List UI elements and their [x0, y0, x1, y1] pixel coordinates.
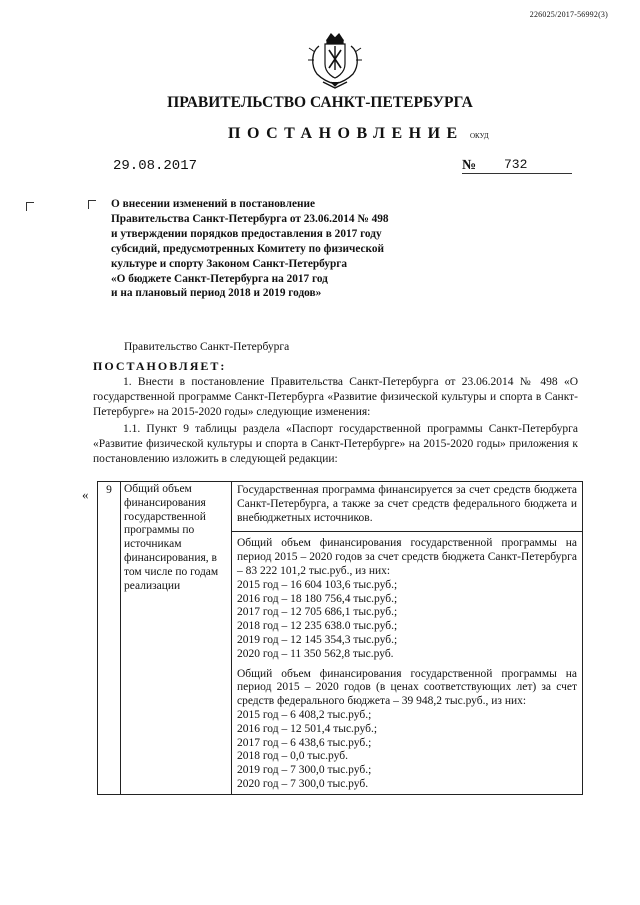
- spb-year-line: 2019 год – 12 145 354,3 тыс.руб.;: [237, 633, 398, 646]
- organization-name: ПРАВИТЕЛЬСТВО САНКТ-ПЕТЕРБУРГА: [167, 94, 473, 111]
- federal-year-line: 2016 год – 12 501,4 тыс.руб.;: [237, 722, 378, 735]
- spb-year-line: 2018 год – 12 235 638.0 тыс.руб.;: [237, 620, 398, 633]
- spb-year-line: 2015 год – 16 604 103,6 тыс.руб.;: [237, 578, 398, 591]
- federal-year-line: 2019 год – 7 300,0 тыс.руб.;: [237, 764, 372, 777]
- subject-line: и на плановый период 2018 и 2019 годов»: [111, 287, 322, 300]
- funding-intro: Государственная программа финансируется за счет средств бюджета Санкт-Петербурга, а также за счет средств федерального бюджета и внебюджетных источников.: [232, 482, 582, 532]
- spb-year-line: 2017 год – 12 705 686,1 тыс.руб.;: [237, 606, 398, 619]
- document-number: 226025/2017-56992(3): [529, 10, 608, 19]
- document-date: 29.08.2017: [113, 158, 198, 174]
- decree-heading: ПОСТАНОВЛЯЕТ:: [93, 359, 227, 373]
- subject-line: Правительства Санкт-Петербурга от 23.06.2014 № 498: [111, 212, 389, 225]
- subject-line: «О бюджете Санкт-Петербурга на 2017 год: [111, 272, 328, 285]
- federal-year-line: 2017 год – 6 438,6 тыс.руб.;: [237, 736, 372, 749]
- federal-year-line: 2020 год – 7 300,0 тыс.руб.: [237, 777, 369, 790]
- table-row: [98, 482, 583, 795]
- subject-line: и утверждении порядков предоставления в 2017 году: [111, 227, 382, 240]
- paragraph-1: 1. Внести в постановление Правительства Санкт-Петербурга от 23.06.2014 № 498 «О государственной программе Санкт-Петербурга «Развитие физической культуры и спорта в Санкт-Петербурге» на 2015-2020 годы» следующие изменения:: [93, 376, 578, 419]
- subject-block: [111, 197, 411, 301]
- row-label: Общий объем финансирования государственной программы по источникам финансирования, в том числе по годам реализации: [121, 482, 232, 795]
- opening-quote: «: [82, 487, 89, 502]
- row-number: 9: [98, 482, 121, 795]
- corner-mark-left: [26, 202, 34, 211]
- passport-table: [97, 481, 583, 795]
- federal-year-line: 2015 год – 6 408,2 тыс.руб.;: [237, 708, 372, 721]
- spb-year-line: 2020 год – 11 350 562,8 тыс.руб.: [237, 647, 394, 660]
- subject-line: культуре и спорту Законом Санкт-Петербурга: [111, 257, 348, 270]
- number-sign: №: [462, 158, 477, 173]
- federal-year-line: 2018 год – 0,0 тыс.руб.: [237, 750, 348, 763]
- subject-line: субсидий, предусмотренных Комитету по физической: [111, 242, 385, 255]
- paragraph-1-1: 1.1. Пункт 9 таблицы раздела «Паспорт государственной программы Санкт-Петербурга «Развитие физической культуры и спорта в Санкт-Петербурге» на 2015-2020 годы» приложения к постановлению изложить в следующей редакции:: [93, 423, 578, 466]
- okud-label: ОКУД: [470, 132, 489, 140]
- subject-line: О внесении изменений в постановление: [111, 198, 316, 210]
- government-line: Правительство Санкт-Петербурга: [124, 341, 290, 353]
- document-type-title: ПОСТАНОВЛЕНИЕ: [228, 125, 464, 142]
- coat-of-arms-icon: [305, 30, 365, 92]
- spb-budget-text: Общий объем финансирования государственной программы на период 2015 – 2020 годов за счет средств бюджета Санкт-Петербурга – 83 222 101,2 тыс.руб., из них:: [237, 537, 577, 577]
- spb-budget-block: [232, 532, 582, 793]
- spb-year-line: 2016 год – 18 180 756,4 тыс.руб.;: [237, 592, 398, 605]
- decree-number: 732: [504, 157, 528, 172]
- document-number-field: [462, 157, 572, 174]
- row-value: [232, 482, 583, 795]
- federal-budget-text: Общий объем финансирования государственной программы на период 2015 – 2020 годов (в ценах соответствующих лет) за счет средств федерального бюджета – 39 948,2 тыс.руб., из них:: [237, 667, 577, 708]
- corner-mark-subject: [88, 200, 96, 209]
